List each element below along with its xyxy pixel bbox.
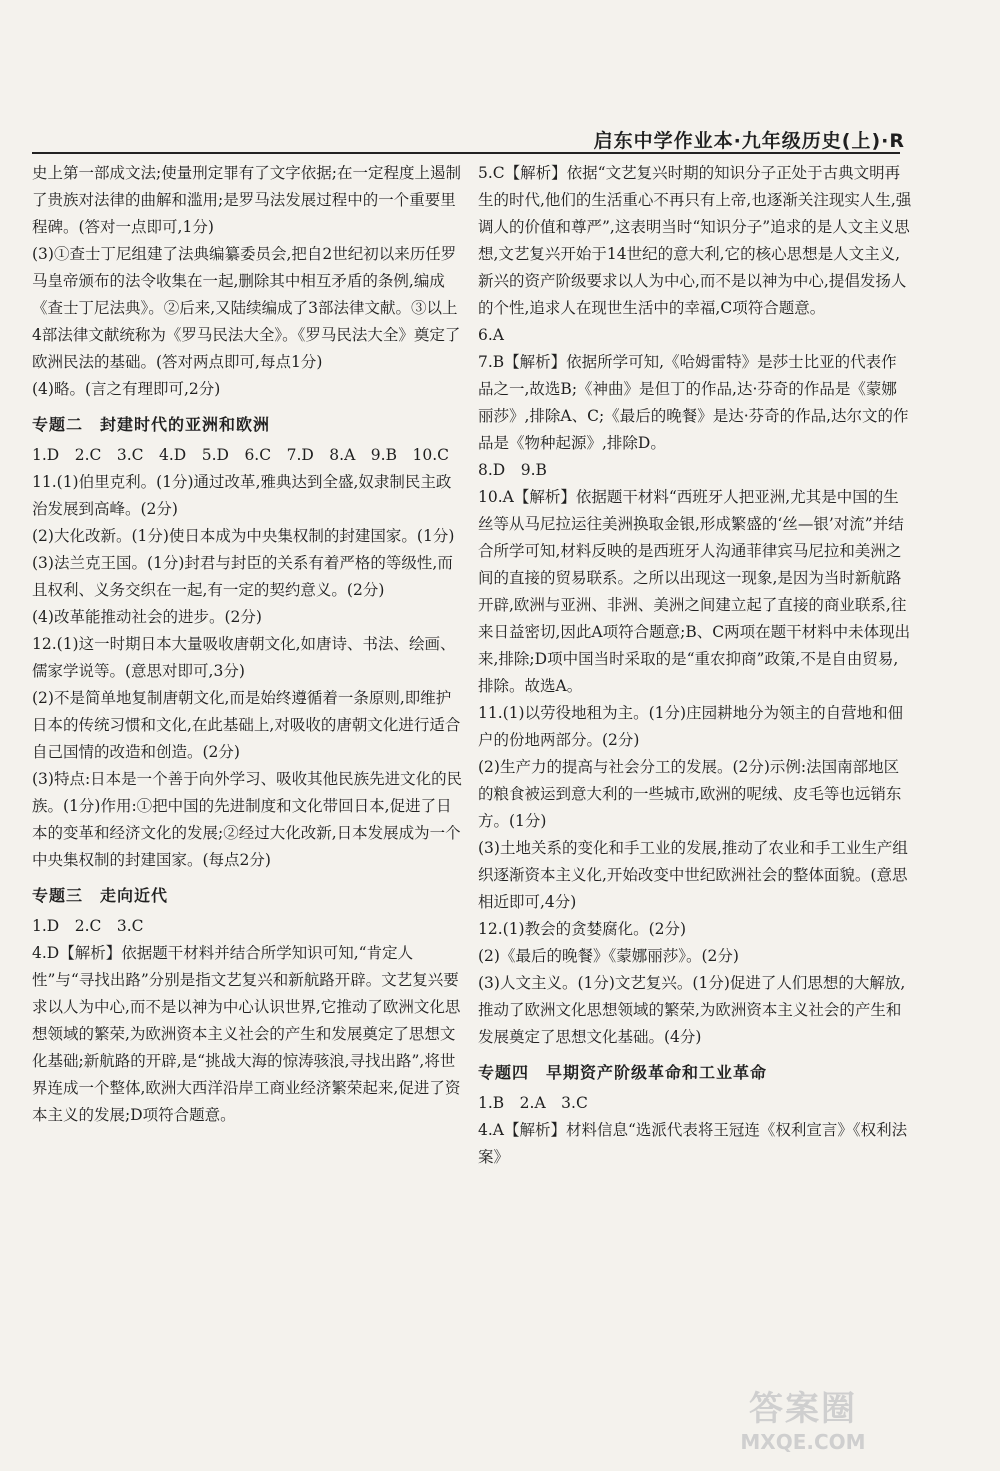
answer-list: 1.D 2.C 3.C 4.D 5.D 6.C 7.D 8.A 9.B 10.C — [32, 446, 449, 464]
header-rule — [32, 152, 900, 154]
page-header: 启东中学作业本·九年级历史(上)·R — [593, 130, 905, 152]
question-answer: 10.A【解析】依据题干材料“西班牙人把亚洲,尤其是中国的生丝等从马尼拉运往美洲换取金银,形成繁盛的‘丝—银’对流”并结合所学可知,材料反映的是西班牙人沟通菲律宾马尼拉和美洲之间的直接的贸易联系。之所以出现这一现象,是因为当时新航路开辟,欧洲与亚洲、非洲、美洲之间建立起了直接的商业联系,往来日益密切,因此A项符合题意;B、C两项在题干材料中未体现出来,排除;D项中国当时采取的是“重农抑商”政策,不是自由贸易,排除。故选A。 — [478, 488, 911, 695]
question-answer: 11.(1)以劳役地租为主。(1分)庄园耕地分为领主的自营地和佃户的份地两部分。(2分) — [478, 704, 904, 749]
section-heading: 专题二 封建时代的亚洲和欧洲 — [32, 415, 271, 434]
watermark-text: 答案圈 — [749, 1389, 857, 1429]
question-answer: 5.C【解析】依据“文艺复兴时期的知识分子正处于古典文明再生的时代,他们的生活重心不再只有上帝,也逐渐关注现实人生,强调人的价值和尊严”,这表明当时“知识分子”追求的是人文主义思想,文艺复兴开始于14世纪的意大利,它的核心思想是人文主义,新兴的资产阶级要求以人为中心,而不是以神为中心,提倡发扬人的个性,追求人在现世生活中的幸福,C项符合题意。 — [478, 164, 912, 317]
question-answer: 7.B【解析】依据所学可知,《哈姆雷特》是莎士比亚的代表作品之一,故选B;《神曲》是但丁的作品,达·芬奇的作品是《蒙娜丽莎》,排除A、C;《最后的晚餐》是达·芬奇的作品,达尔文的作品是《物种起源》,排除D。 — [478, 353, 909, 452]
section-heading: 专题四 早期资产阶级革命和工业革命 — [478, 1063, 768, 1082]
question-answer: (3)人文主义。(1分)文艺复兴。(1分)促进了人们思想的大解放,推动了欧洲文化思想领域的繁荣,为欧洲资本主义社会的产生和发展奠定了思想文化基础。(4分) — [478, 974, 906, 1046]
question-answer: (2)大化改新。(1分)使日本成为中央集权制的封建国家。(1分) — [32, 527, 455, 545]
question-answer: 4.D【解析】依据题干材料并结合所学知识可知,“肯定人性”与“寻找出路”分别是指文艺复兴和新航路开辟。文艺复兴要求以人为中心,而不是以神为中心认识世界,它推动了欧洲文化思想领域的繁荣,为欧洲资本主义社会的产生和发展奠定了思想文化基础;新航路的开辟,是“挑战大海的惊涛骇浪,寻找出路”,将世界连成一个整体,欧洲大西洋沿岸工商业经济繁荣起来,促进了资本主义的发展;D项符合题意。 — [32, 944, 461, 1124]
question-answer: (2)不是简单地复制唐朝文化,而是始终遵循着一条原则,即维护日本的传统习惯和文化,在此基础上,对吸收的唐朝文化进行适合自己国情的改造和创造。(2分) — [32, 689, 461, 761]
question-answer: (3)特点:日本是一个善于向外学习、吸收其他民族先进文化的民族。(1分)作用:①把中国的先进制度和文化带回日本,促进了日本的变革和经济文化的发展;②经过大化改新,日本发展成为一个中央集权制的封建国家。(每点2分) — [32, 770, 463, 869]
section-heading: 专题三 走向近代 — [32, 886, 169, 905]
question-answer: 12.(1)这一时期日本大量吸收唐朝文化,如唐诗、书法、绘画、儒家学说等。(意思对即可,3分) — [32, 635, 456, 680]
paragraph: 史上第一部成文法;使量刑定罪有了文字依据;在一定程度上遏制了贵族对法律的曲解和滥用;是罗马法发展过程中的一个重要里程碑。(答对一点即可,1分) — [32, 164, 461, 236]
question-answer: (3)法兰克王国。(1分)封君与封臣的关系有着严格的等级性,而且权利、义务交织在一起,有一定的契约意义。(2分) — [32, 554, 453, 599]
question-answer: (4)改革能推动社会的进步。(2分) — [32, 608, 262, 626]
paragraph: (4)略。(言之有理即可,2分) — [32, 380, 221, 398]
watermark-url: MXQE.COM — [740, 1430, 866, 1454]
question-answer: (2)《最后的晚餐》《蒙娜丽莎》。(2分) — [478, 947, 739, 965]
paragraph: (3)①查士丁尼组建了法典编纂委员会,把自2世纪初以来历任罗马皇帝颁布的法令收集在一起,删除其中相互矛盾的条例,编成《查士丁尼法典》。②后来,又陆续编成了3部法律文献。③以上4部法律文献统称为《罗马民法大全》。《罗马民法大全》奠定了欧洲民法的基础。(答对两点即可,每点1分) — [32, 245, 461, 371]
answer-list: 1.B 2.A 3.C — [478, 1094, 588, 1112]
answer-list: 6.A — [478, 326, 504, 344]
right-column — [478, 160, 912, 1171]
watermark-logo — [698, 1381, 908, 1453]
answer-list: 8.D 9.B — [478, 461, 547, 479]
question-answer: (2)生产力的提高与社会分工的发展。(2分)示例:法国南部地区的粮食被运到意大利的一些城市,欧洲的呢绒、皮毛等也远销东方。(1分) — [478, 758, 902, 830]
question-answer: 4.A【解析】材料信息“选派代表将王冠连《权利宣言》《权利法案》 — [478, 1121, 908, 1166]
left-column — [32, 160, 466, 1129]
question-answer: 12.(1)教会的贪婪腐化。(2分) — [478, 920, 687, 938]
question-answer: (3)土地关系的变化和手工业的发展,推动了农业和手工业生产组织逐渐资本主义化,开始改变中世纪欧洲社会的整体面貌。(意思相近即可,4分) — [478, 839, 908, 911]
answer-list: 1.D 2.C 3.C — [32, 917, 144, 935]
question-answer: 11.(1)伯里克利。(1分)通过改革,雅典达到全盛,奴隶制民主政治发展到高峰。(2分) — [32, 473, 452, 518]
